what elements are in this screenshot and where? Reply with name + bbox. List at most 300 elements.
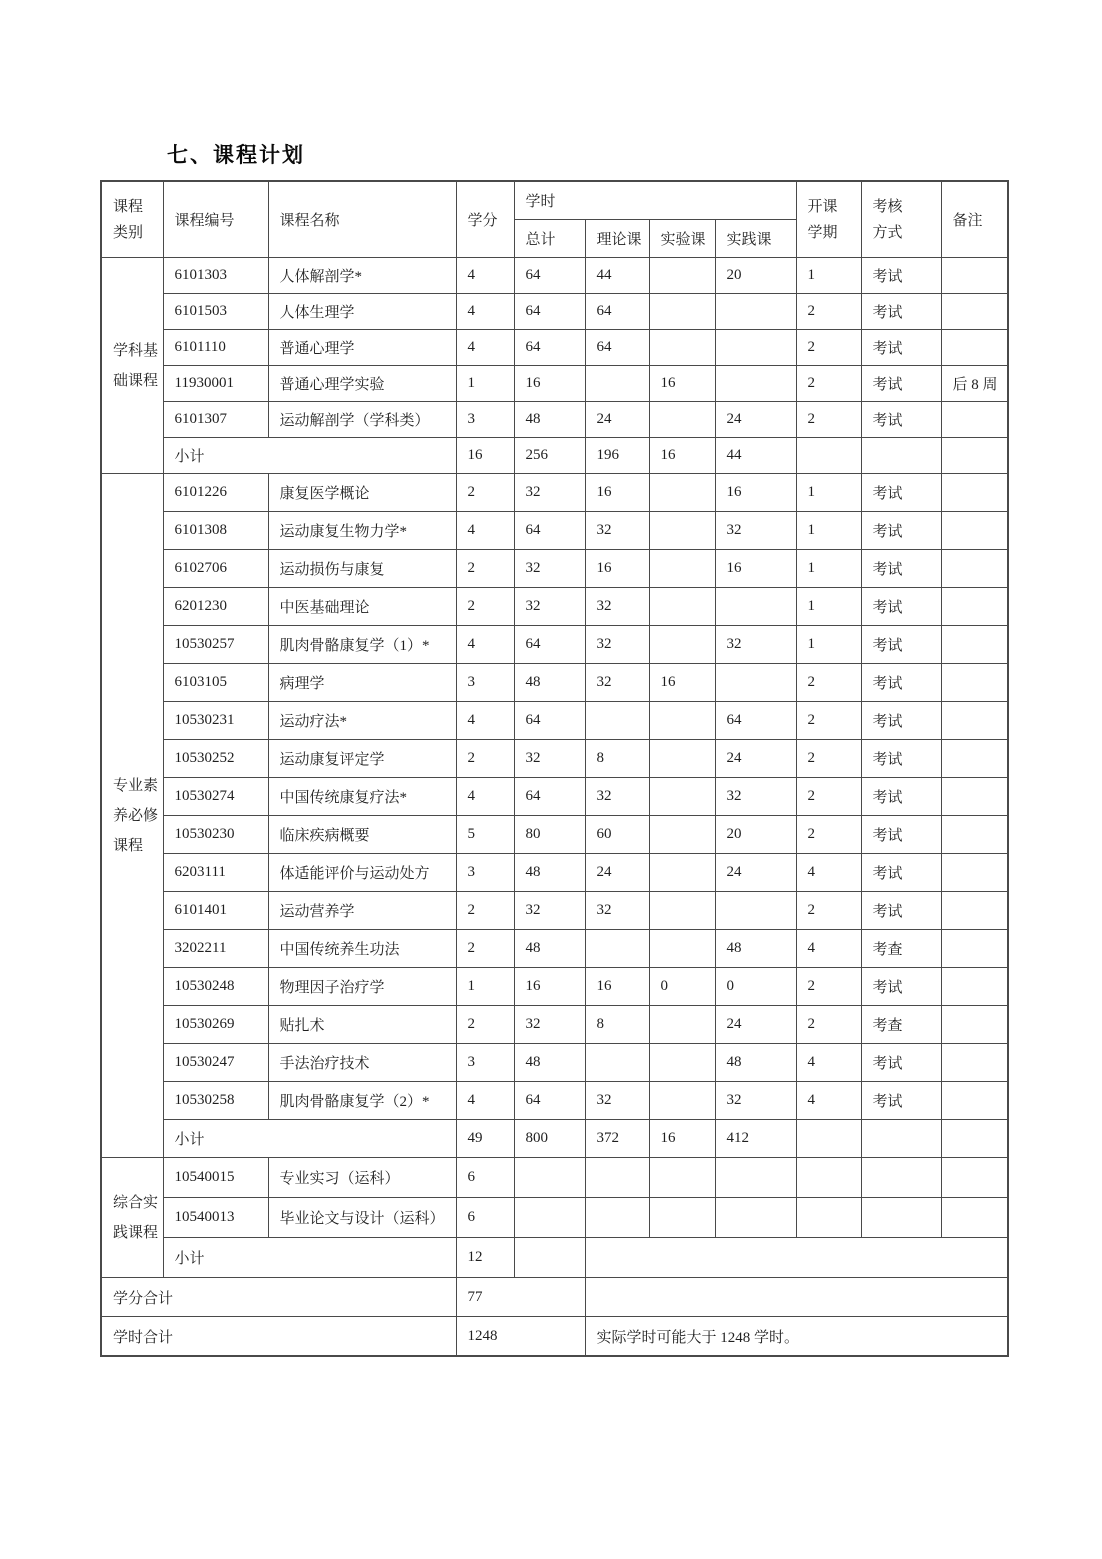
cell-credit: 6 xyxy=(456,1198,514,1238)
cell-total: 32 xyxy=(514,474,585,512)
cell-code: 10530248 xyxy=(163,968,268,1006)
cell-credit: 6 xyxy=(456,1158,514,1198)
cell-total: 48 xyxy=(514,402,585,438)
cell-assessment: 考试 xyxy=(861,816,941,854)
cell-assessment: 考试 xyxy=(861,258,941,294)
cell-code: 10540013 xyxy=(163,1198,268,1238)
cell-practice xyxy=(715,1198,796,1238)
cell-theory xyxy=(585,1158,649,1198)
course-row xyxy=(101,330,1008,366)
cell-name: 运动损伤与康复 xyxy=(268,550,456,588)
cell-remark xyxy=(941,740,1008,778)
cell-assessment: 考试 xyxy=(861,854,941,892)
course-row xyxy=(101,740,1008,778)
cell-name: 肌肉骨骼康复学（2）* xyxy=(268,1082,456,1120)
cell-theory: 8 xyxy=(585,740,649,778)
cell-total xyxy=(514,1158,585,1198)
cell-semester: 2 xyxy=(796,702,861,740)
subtotal-credit: 49 xyxy=(456,1120,514,1158)
cell-assessment: 考试 xyxy=(861,664,941,702)
cell-practice xyxy=(715,366,796,402)
credits-total-label: 学分合计 xyxy=(101,1278,456,1317)
cell-name: 运动康复生物力学* xyxy=(268,512,456,550)
cell-assessment: 考试 xyxy=(861,366,941,402)
cell-remark xyxy=(941,702,1008,740)
cell-semester: 4 xyxy=(796,1082,861,1120)
cell-theory: 8 xyxy=(585,1006,649,1044)
page-title: 七、课程计划 xyxy=(167,144,305,167)
cell-assessment: 考试 xyxy=(861,740,941,778)
course-category-line: 课程 xyxy=(113,837,144,854)
cell-name: 临床疾病概要 xyxy=(268,816,456,854)
cell-name: 手法治疗技术 xyxy=(268,1044,456,1082)
course-category-line: 础课程 xyxy=(113,372,159,389)
cell-total: 16 xyxy=(514,968,585,1006)
cell-total: 64 xyxy=(514,330,585,366)
cell-total: 64 xyxy=(514,294,585,330)
cell-theory: 24 xyxy=(585,854,649,892)
cell-name: 体适能评价与运动处方 xyxy=(268,854,456,892)
cell-remark xyxy=(941,1082,1008,1120)
subtotal-merged-cell xyxy=(585,1238,1008,1278)
cell-theory: 60 xyxy=(585,816,649,854)
course-category-line: 学科基 xyxy=(113,342,159,359)
cell-total: 48 xyxy=(514,664,585,702)
cell-name: 康复医学概论 xyxy=(268,474,456,512)
cell-theory: 32 xyxy=(585,664,649,702)
cell-credit: 4 xyxy=(456,294,514,330)
cell-total: 32 xyxy=(514,588,585,626)
cell-semester xyxy=(796,1198,861,1238)
cell-theory: 32 xyxy=(585,626,649,664)
cell-code: 10530274 xyxy=(163,778,268,816)
cell-practice: 32 xyxy=(715,1082,796,1120)
cell-practice xyxy=(715,1158,796,1198)
subtotal-label: 小计 xyxy=(163,438,456,474)
cell-assessment: 考试 xyxy=(861,778,941,816)
cell-semester: 4 xyxy=(796,930,861,968)
cell-experiment xyxy=(649,1198,715,1238)
cell-total: 64 xyxy=(514,626,585,664)
cell-total: 80 xyxy=(514,816,585,854)
cell-assessment: 考试 xyxy=(861,626,941,664)
cell-practice: 48 xyxy=(715,930,796,968)
cell-remark xyxy=(941,892,1008,930)
subtotal-theory: 372 xyxy=(585,1120,649,1158)
cell-experiment xyxy=(649,474,715,512)
header-course-category-line2: 类别 xyxy=(113,224,144,241)
subtotal-row xyxy=(101,1120,1008,1158)
cell-experiment xyxy=(649,1044,715,1082)
course-row xyxy=(101,930,1008,968)
cell-total: 64 xyxy=(514,702,585,740)
header-hours-theory: 理论课 xyxy=(585,220,649,258)
course-row xyxy=(101,664,1008,702)
cell-semester: 2 xyxy=(796,816,861,854)
cell-remark xyxy=(941,294,1008,330)
hours-total-row xyxy=(101,1317,1008,1357)
cell-name: 运动解剖学（学科类） xyxy=(268,402,456,438)
cell-code: 6101303 xyxy=(163,258,268,294)
cell-name: 中国传统养生功法 xyxy=(268,930,456,968)
header-remark: 备注 xyxy=(941,181,1008,258)
cell-credit: 2 xyxy=(456,474,514,512)
cell-name: 中国传统康复疗法* xyxy=(268,778,456,816)
cell-total: 48 xyxy=(514,854,585,892)
cell-total: 48 xyxy=(514,930,585,968)
cell-assessment: 考试 xyxy=(861,588,941,626)
subtotal-total: 800 xyxy=(514,1120,585,1158)
header-course-name: 课程名称 xyxy=(268,181,456,258)
cell-remark xyxy=(941,474,1008,512)
cell-code: 10530231 xyxy=(163,702,268,740)
cell-code: 6203111 xyxy=(163,854,268,892)
subtotal-semester xyxy=(796,1120,861,1158)
cell-assessment: 考查 xyxy=(861,1006,941,1044)
cell-name: 病理学 xyxy=(268,664,456,702)
subtotal-total xyxy=(514,1238,585,1278)
cell-theory xyxy=(585,1044,649,1082)
subtotal-assessment xyxy=(861,438,941,474)
cell-code: 3202211 xyxy=(163,930,268,968)
course-row xyxy=(101,1198,1008,1238)
cell-assessment: 考试 xyxy=(861,402,941,438)
cell-practice: 16 xyxy=(715,474,796,512)
cell-semester: 2 xyxy=(796,294,861,330)
cell-remark xyxy=(941,816,1008,854)
cell-total: 64 xyxy=(514,778,585,816)
course-category-cell xyxy=(101,258,163,474)
cell-credit: 3 xyxy=(456,664,514,702)
cell-experiment xyxy=(649,258,715,294)
cell-semester: 2 xyxy=(796,366,861,402)
cell-experiment xyxy=(649,930,715,968)
cell-theory: 16 xyxy=(585,474,649,512)
cell-practice: 48 xyxy=(715,1044,796,1082)
cell-total: 32 xyxy=(514,550,585,588)
cell-remark xyxy=(941,778,1008,816)
subtotal-remark xyxy=(941,438,1008,474)
cell-total xyxy=(514,1198,585,1238)
cell-credit: 4 xyxy=(456,330,514,366)
cell-code: 6103105 xyxy=(163,664,268,702)
cell-assessment: 考试 xyxy=(861,550,941,588)
cell-practice: 20 xyxy=(715,258,796,294)
cell-code: 10530257 xyxy=(163,626,268,664)
cell-experiment xyxy=(649,1082,715,1120)
subtotal-semester xyxy=(796,438,861,474)
subtotal-experiment: 16 xyxy=(649,438,715,474)
cell-practice: 32 xyxy=(715,512,796,550)
course-row xyxy=(101,1082,1008,1120)
subtotal-practice: 412 xyxy=(715,1120,796,1158)
cell-practice: 20 xyxy=(715,816,796,854)
cell-credit: 2 xyxy=(456,1006,514,1044)
course-row xyxy=(101,626,1008,664)
cell-assessment: 考试 xyxy=(861,892,941,930)
cell-semester: 2 xyxy=(796,1006,861,1044)
subtotal-practice: 44 xyxy=(715,438,796,474)
cell-name: 肌肉骨骼康复学（1）* xyxy=(268,626,456,664)
subtotal-label: 小计 xyxy=(163,1120,456,1158)
cell-code: 11930001 xyxy=(163,366,268,402)
cell-experiment xyxy=(649,588,715,626)
cell-theory: 16 xyxy=(585,550,649,588)
cell-code: 10530230 xyxy=(163,816,268,854)
cell-experiment: 0 xyxy=(649,968,715,1006)
course-table-body xyxy=(101,258,1008,1278)
header-row-1 xyxy=(101,181,1008,220)
cell-remark xyxy=(941,512,1008,550)
cell-code: 6101401 xyxy=(163,892,268,930)
cell-practice xyxy=(715,330,796,366)
cell-experiment xyxy=(649,512,715,550)
header-credit: 学分 xyxy=(456,181,514,258)
cell-remark xyxy=(941,1006,1008,1044)
course-row xyxy=(101,402,1008,438)
cell-assessment: 考查 xyxy=(861,930,941,968)
cell-experiment xyxy=(649,740,715,778)
cell-assessment xyxy=(861,1158,941,1198)
cell-theory: 24 xyxy=(585,402,649,438)
cell-semester: 1 xyxy=(796,550,861,588)
header-semester-line1: 开课 xyxy=(807,198,838,215)
header-assessment-line2: 方式 xyxy=(872,224,903,241)
cell-practice xyxy=(715,664,796,702)
cell-name: 运动疗法* xyxy=(268,702,456,740)
cell-semester: 1 xyxy=(796,626,861,664)
cell-credit: 3 xyxy=(456,402,514,438)
course-row xyxy=(101,1006,1008,1044)
cell-semester: 1 xyxy=(796,474,861,512)
credits-total-value: 77 xyxy=(456,1278,585,1317)
cell-code: 10530269 xyxy=(163,1006,268,1044)
header-course-category xyxy=(101,181,163,258)
course-category-line: 综合实 xyxy=(113,1194,159,1211)
cell-theory: 64 xyxy=(585,330,649,366)
cell-experiment xyxy=(649,550,715,588)
cell-credit: 2 xyxy=(456,550,514,588)
cell-total: 32 xyxy=(514,1006,585,1044)
header-hours-total: 总计 xyxy=(514,220,585,258)
hours-total-label: 学时合计 xyxy=(101,1317,456,1357)
subtotal-remark xyxy=(941,1120,1008,1158)
cell-experiment xyxy=(649,402,715,438)
cell-practice xyxy=(715,294,796,330)
cell-code: 10530258 xyxy=(163,1082,268,1120)
cell-assessment: 考试 xyxy=(861,512,941,550)
cell-credit: 2 xyxy=(456,588,514,626)
cell-practice: 0 xyxy=(715,968,796,1006)
cell-total: 64 xyxy=(514,258,585,294)
cell-experiment xyxy=(649,702,715,740)
cell-theory xyxy=(585,702,649,740)
course-row xyxy=(101,778,1008,816)
header-hours-experiment: 实验课 xyxy=(649,220,715,258)
cell-code: 6101503 xyxy=(163,294,268,330)
credits-total-row xyxy=(101,1278,1008,1317)
course-row xyxy=(101,550,1008,588)
cell-theory: 32 xyxy=(585,778,649,816)
cell-assessment: 考试 xyxy=(861,702,941,740)
cell-experiment xyxy=(649,626,715,664)
cell-name: 人体解剖学* xyxy=(268,258,456,294)
hours-total-value: 1248 xyxy=(456,1317,585,1357)
cell-practice: 24 xyxy=(715,1006,796,1044)
cell-code: 10540015 xyxy=(163,1158,268,1198)
cell-remark xyxy=(941,1044,1008,1082)
cell-semester: 2 xyxy=(796,664,861,702)
cell-assessment: 考试 xyxy=(861,1082,941,1120)
subtotal-credit: 12 xyxy=(456,1238,514,1278)
cell-theory: 32 xyxy=(585,1082,649,1120)
course-row xyxy=(101,1158,1008,1198)
cell-code: 10530252 xyxy=(163,740,268,778)
cell-remark xyxy=(941,854,1008,892)
cell-semester: 1 xyxy=(796,588,861,626)
cell-credit: 1 xyxy=(456,968,514,1006)
subtotal-assessment xyxy=(861,1120,941,1158)
cell-experiment: 16 xyxy=(649,366,715,402)
cell-code: 6101226 xyxy=(163,474,268,512)
cell-theory: 32 xyxy=(585,892,649,930)
course-row xyxy=(101,968,1008,1006)
cell-experiment xyxy=(649,892,715,930)
cell-semester: 2 xyxy=(796,892,861,930)
cell-semester: 4 xyxy=(796,854,861,892)
cell-experiment xyxy=(649,1158,715,1198)
cell-remark xyxy=(941,968,1008,1006)
subtotal-credit: 16 xyxy=(456,438,514,474)
cell-assessment: 考试 xyxy=(861,1044,941,1082)
cell-practice xyxy=(715,892,796,930)
cell-name: 物理因子治疗学 xyxy=(268,968,456,1006)
cell-experiment xyxy=(649,816,715,854)
cell-experiment xyxy=(649,330,715,366)
cell-credit: 2 xyxy=(456,930,514,968)
cell-theory: 32 xyxy=(585,588,649,626)
cell-credit: 3 xyxy=(456,854,514,892)
subtotal-total: 256 xyxy=(514,438,585,474)
cell-credit: 4 xyxy=(456,258,514,294)
cell-semester: 2 xyxy=(796,968,861,1006)
header-course-category-line1: 课程 xyxy=(113,198,144,215)
cell-assessment: 考试 xyxy=(861,968,941,1006)
cell-semester: 2 xyxy=(796,778,861,816)
cell-practice: 64 xyxy=(715,702,796,740)
cell-semester: 2 xyxy=(796,402,861,438)
cell-assessment: 考试 xyxy=(861,474,941,512)
cell-total: 48 xyxy=(514,1044,585,1082)
course-row xyxy=(101,366,1008,402)
header-hours-practice: 实践课 xyxy=(715,220,796,258)
cell-name: 人体生理学 xyxy=(268,294,456,330)
course-row xyxy=(101,1044,1008,1082)
cell-experiment xyxy=(649,854,715,892)
header-assessment xyxy=(861,181,941,258)
cell-total: 64 xyxy=(514,1082,585,1120)
subtotal-experiment: 16 xyxy=(649,1120,715,1158)
cell-code: 6101308 xyxy=(163,512,268,550)
header-course-code: 课程编号 xyxy=(163,181,268,258)
cell-credit: 4 xyxy=(456,778,514,816)
cell-name: 普通心理学实验 xyxy=(268,366,456,402)
subtotal-theory: 196 xyxy=(585,438,649,474)
cell-remark xyxy=(941,1198,1008,1238)
course-row xyxy=(101,892,1008,930)
header-semester-line2: 学期 xyxy=(807,224,838,241)
cell-credit: 3 xyxy=(456,1044,514,1082)
cell-name: 普通心理学 xyxy=(268,330,456,366)
cell-theory xyxy=(585,930,649,968)
course-row xyxy=(101,474,1008,512)
course-category-line: 养必修 xyxy=(113,807,159,824)
cell-semester: 4 xyxy=(796,1044,861,1082)
cell-experiment xyxy=(649,1006,715,1044)
header-hours: 学时 xyxy=(514,181,796,220)
credits-total-note xyxy=(585,1278,1008,1317)
course-row xyxy=(101,588,1008,626)
cell-remark xyxy=(941,550,1008,588)
cell-code: 6101110 xyxy=(163,330,268,366)
cell-practice: 16 xyxy=(715,550,796,588)
cell-remark: 后 8 周 xyxy=(941,366,1008,402)
course-category-line: 践课程 xyxy=(113,1224,159,1241)
cell-code: 10530247 xyxy=(163,1044,268,1082)
cell-credit: 2 xyxy=(456,740,514,778)
cell-name: 运动营养学 xyxy=(268,892,456,930)
hours-total-note: 实际学时可能大于 1248 学时。 xyxy=(585,1317,1008,1357)
cell-credit: 4 xyxy=(456,626,514,664)
cell-code: 6201230 xyxy=(163,588,268,626)
cell-practice: 32 xyxy=(715,778,796,816)
cell-credit: 1 xyxy=(456,366,514,402)
cell-remark xyxy=(941,330,1008,366)
header-assessment-line1: 考核 xyxy=(872,198,903,215)
cell-name: 中医基础理论 xyxy=(268,588,456,626)
cell-experiment: 16 xyxy=(649,664,715,702)
course-row xyxy=(101,702,1008,740)
cell-credit: 2 xyxy=(456,892,514,930)
cell-theory xyxy=(585,1198,649,1238)
cell-experiment xyxy=(649,778,715,816)
course-row xyxy=(101,816,1008,854)
table-header xyxy=(101,181,1008,258)
cell-practice: 24 xyxy=(715,740,796,778)
cell-practice xyxy=(715,588,796,626)
course-row xyxy=(101,854,1008,892)
cell-name: 运动康复评定学 xyxy=(268,740,456,778)
cell-practice: 32 xyxy=(715,626,796,664)
cell-semester: 1 xyxy=(796,512,861,550)
course-category-cell xyxy=(101,1158,163,1278)
cell-credit: 4 xyxy=(456,512,514,550)
cell-assessment xyxy=(861,1198,941,1238)
cell-semester: 2 xyxy=(796,330,861,366)
cell-assessment: 考试 xyxy=(861,330,941,366)
cell-experiment xyxy=(649,294,715,330)
course-row xyxy=(101,258,1008,294)
cell-theory xyxy=(585,366,649,402)
cell-theory: 44 xyxy=(585,258,649,294)
header-semester xyxy=(796,181,861,258)
cell-remark xyxy=(941,258,1008,294)
cell-remark xyxy=(941,1158,1008,1198)
subtotal-label: 小计 xyxy=(163,1238,456,1278)
cell-assessment: 考试 xyxy=(861,294,941,330)
cell-semester: 1 xyxy=(796,258,861,294)
cell-total: 32 xyxy=(514,892,585,930)
